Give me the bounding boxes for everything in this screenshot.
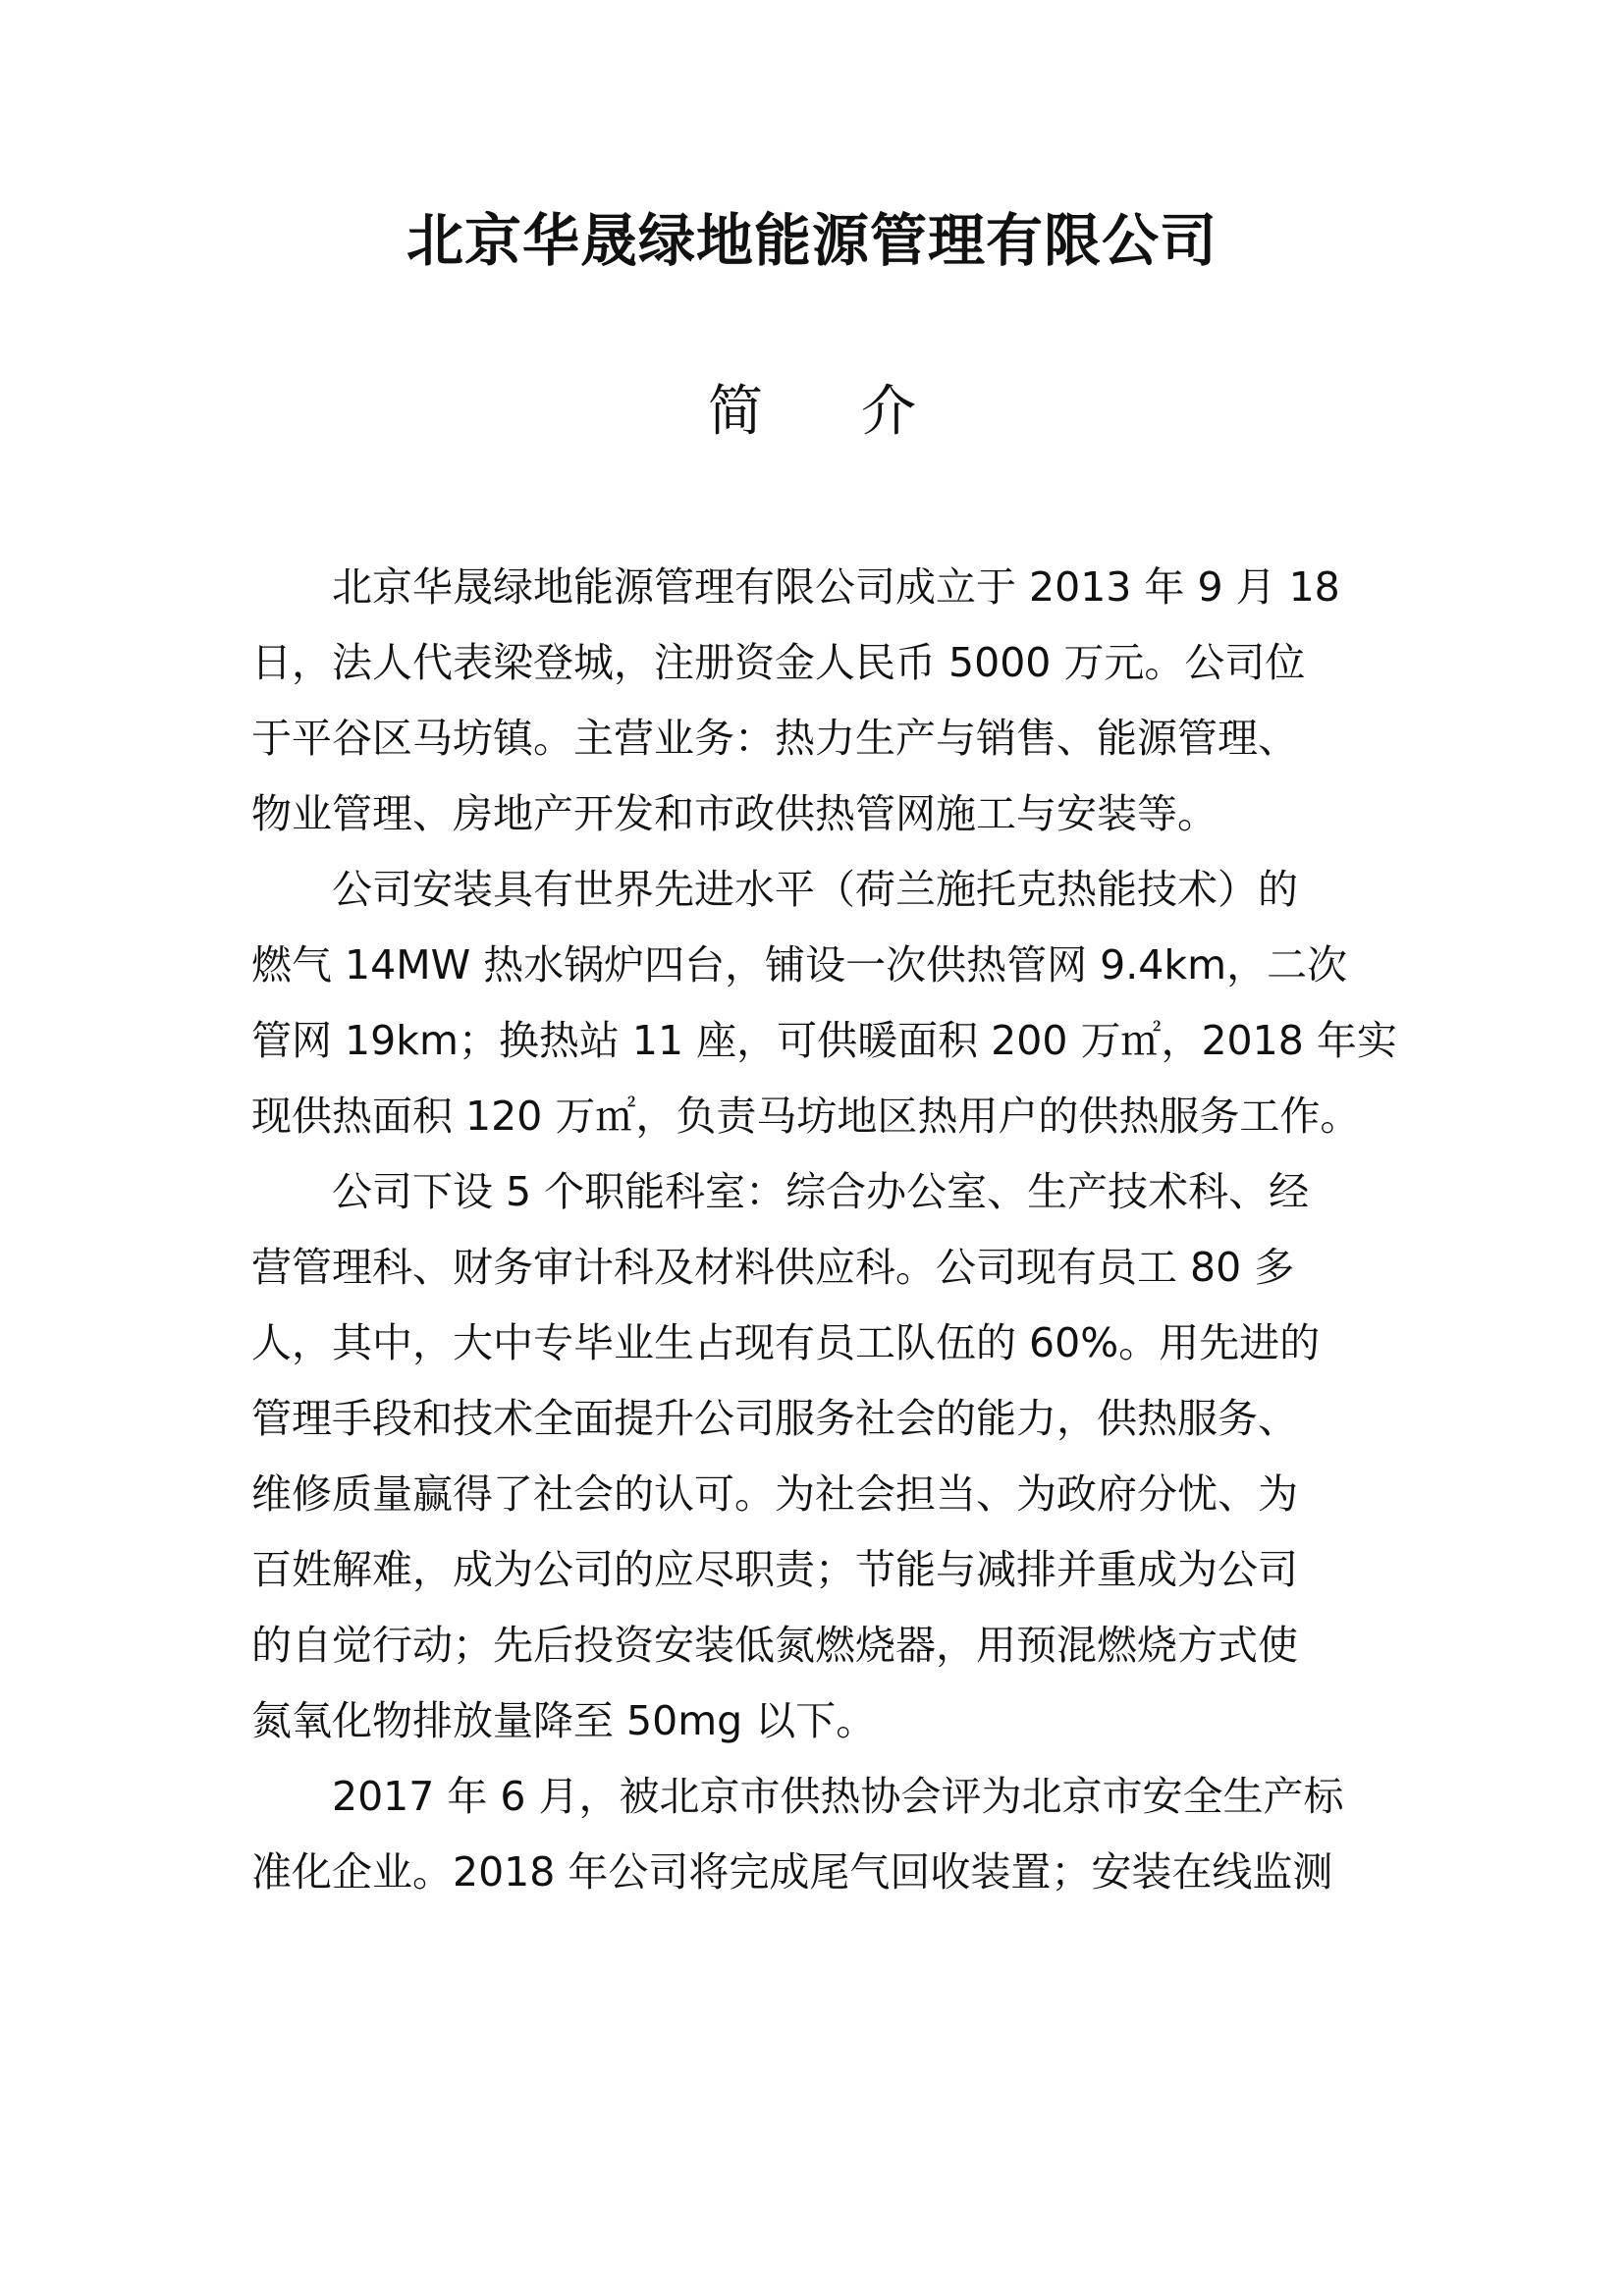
text-line: 管网 19km；换热站 11 座，可供暖面积 200 万㎡，2018 年实 (251, 1017, 1397, 1064)
paragraph-founding (251, 550, 1380, 852)
document-body (251, 550, 1397, 1910)
text-line: 公司安装具有世界先进水平（荷兰施托克热能技术）的 (332, 866, 1298, 913)
text-line: 物业管理、房地产开发和市政供热管网施工与安装等。 (251, 790, 1218, 837)
paragraph-awards (251, 1759, 1380, 1910)
text-line: 百姓解难，成为公司的应尽职责；节能与减排并重成为公司 (251, 1546, 1298, 1593)
text-line: 现供热面积 120 万㎡，负责马坊地区热用户的供热服务工作。 (251, 1093, 1361, 1140)
text-line: 维修质量赢得了社会的认可。为社会担当、为政府分忧、为 (251, 1470, 1298, 1518)
text-line: 氮氧化物排放量降至 50mg 以下。 (251, 1697, 877, 1744)
text-line: 于平谷区马坊镇。主营业务：热力生产与销售、能源管理、 (251, 715, 1298, 762)
text-line: 2017 年 6 月，被北京市供热协会评为北京市安全生产标 (332, 1773, 1344, 1820)
text-line: 日，法人代表梁登城，注册资金人民币 5000 万元。公司位 (251, 639, 1306, 686)
text-line: 燃气 14MW 热水锅炉四台，铺设一次供热管网 9.4km，二次 (251, 941, 1348, 988)
document-heading: 简介 (708, 380, 1014, 444)
text-line: 的自觉行动；先后投资安装低氮燃烧器，用预混燃烧方式使 (251, 1622, 1298, 1669)
text-line: 北京华晟绿地能源管理有限公司成立于 2013 年 9 月 18 (332, 563, 1340, 611)
text-line: 准化企业。2018 年公司将完成尾气回收装置；安装在线监测 (251, 1848, 1333, 1896)
text-line: 营管理科、财务审计科及材料供应科。公司现有员工 80 多 (251, 1244, 1295, 1291)
text-line: 人，其中，大中专毕业生占现有员工队伍的 60%。用先进的 (251, 1319, 1321, 1366)
paragraph-facilities (251, 852, 1397, 1154)
text-line: 公司下设 5 个职能科室：综合办公室、生产技术科、经 (332, 1168, 1310, 1215)
paragraph-organization (251, 1154, 1380, 1759)
text-line: 管理手段和技术全面提升公司服务社会的能力，供热服务、 (251, 1395, 1298, 1442)
company-title: 北京华晟绿地能源管理有限公司 (406, 207, 1218, 274)
